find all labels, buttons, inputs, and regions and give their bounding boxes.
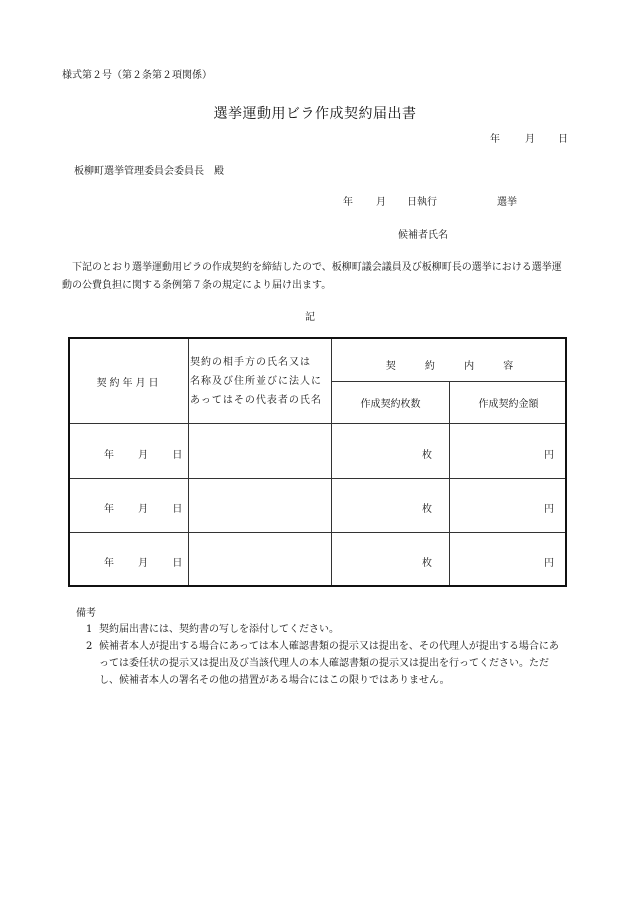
row-amount-unit: 円 [544,504,554,515]
header-partner-line: あってはその代表者の氏名 [190,395,322,406]
header-contract-contents: 契 約 内 容 [385,360,514,372]
row-amount-unit: 円 [544,558,554,569]
header-amount: 作成契約金額 [478,398,539,410]
date-day-label: 日 [558,134,568,145]
row-date-labels: 年 月 日 [104,450,183,461]
row-count-unit: 枚 [422,504,432,515]
row-count-unit: 枚 [422,450,432,461]
row-count-unit: 枚 [422,558,432,569]
table-divider [70,423,565,424]
remark-text: 契約届出書には、契約書の写しを添付してください。 [99,624,339,635]
date-month-label: 月 [525,134,535,145]
election-year-label: 年 [343,197,353,208]
table-divider [70,478,565,479]
table-divider [188,339,189,585]
remark-item [86,638,566,698]
row-date-labels: 年 月 日 [104,504,183,515]
remark-number: 2 [86,641,93,652]
date-year-label: 年 [490,134,500,145]
election-type-label: 選挙 [497,197,517,208]
header-partner-line: 契約の相手方の氏名又は [190,357,311,368]
election-month-label: 月 [376,197,386,208]
remark-item [86,621,566,638]
form-number: 様式第２号（第２条第２項関係） [62,70,212,81]
election-day-label: 日執行 [407,197,437,208]
addressee: 板柳町選挙管理委員会委員長 殿 [74,166,224,177]
row-amount-unit: 円 [544,450,554,461]
header-partner-line: 名称及び住所並びに法人に [190,376,322,387]
remark-number: 1 [86,624,93,635]
remark-text: 候補者本人が提出する場合にあっては本人確認書類の提示又は提出を、その代理人が提出する場合にあっては委任状の提示又は提出及び当該代理人の本人確認書類の提示又は提出を行ってください。ただし、候補者本人の署名その他の措置がある場合にはこの限りではありません。 [99,641,559,686]
contract-table [68,337,567,587]
header-contract-date: 契約年月日 [96,377,162,389]
remarks-heading: 備考 [76,608,96,619]
header-partner [190,353,332,410]
candidate-name-label: 候補者氏名 [398,230,448,241]
ki-heading: 記 [305,312,315,323]
body-text: 下記のとおり選挙運動用ビラの作成契約を締結したので、板柳町議会議員及び板柳町長の選挙における選挙運動の公費負担に関する条例第７条の規定により届け出ます。 [62,262,562,291]
row-date-labels: 年 月 日 [104,558,183,569]
table-divider [70,532,565,533]
page-title: 選挙運動用ビラ作成契約届出書 [213,106,417,122]
header-sheet-count: 作成契約枚数 [360,398,421,410]
